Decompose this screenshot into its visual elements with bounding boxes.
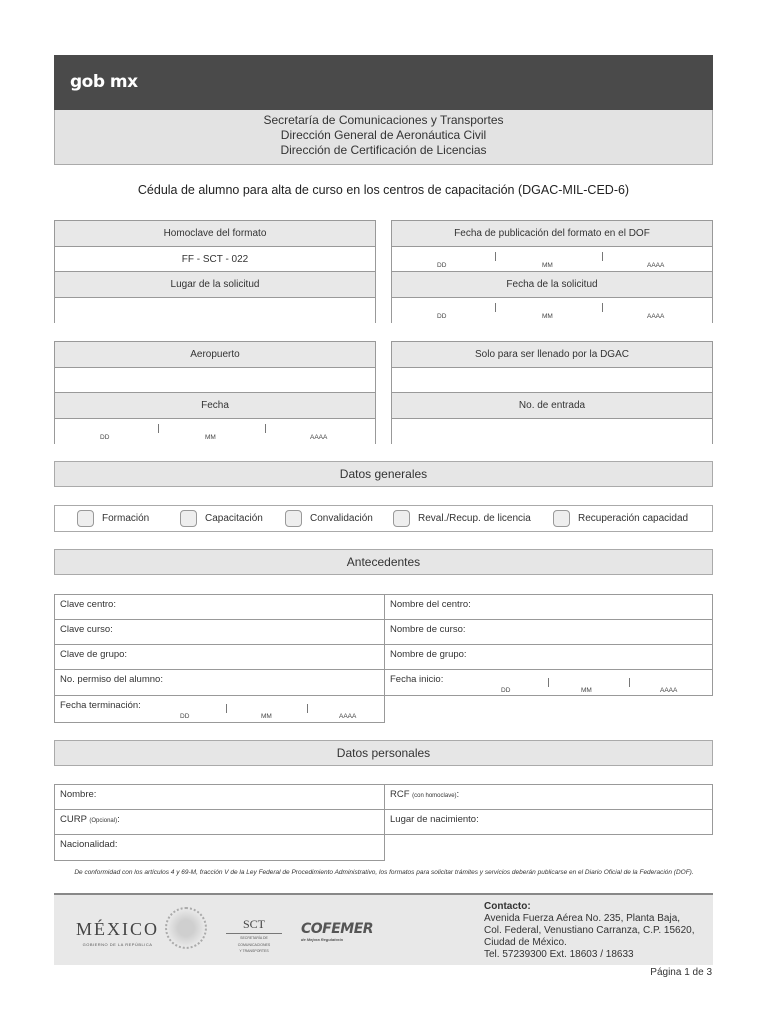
fecha-publicacion-field[interactable]: [392, 247, 712, 272]
curp-colon: :: [117, 814, 120, 825]
lugar-solicitud-label: Lugar de la solicitud: [55, 272, 375, 298]
rfc-field[interactable]: [384, 784, 713, 810]
national-seal-icon: [165, 907, 207, 949]
option-recuperacion[interactable]: [553, 510, 688, 527]
date-separator: [495, 303, 496, 312]
mexico-logo: [76, 919, 159, 947]
fecha-inicio-label: Fecha inicio:: [390, 674, 444, 685]
fecha-field[interactable]: [55, 419, 375, 444]
sct-logo-sub-3: Y TRANSPORTES: [239, 949, 269, 953]
fecha-publicacion-label: Fecha de publicación del formato en el DOF: [392, 221, 712, 247]
airport-table: [54, 341, 376, 444]
date-separator: [265, 424, 266, 433]
dd-label: DD: [437, 262, 447, 269]
lugar-nacimiento-field[interactable]: Lugar de nacimiento:: [384, 809, 713, 835]
sct-logo: [226, 917, 282, 954]
section-datos-generales: Datos generales: [54, 461, 713, 487]
lugar-solicitud-field[interactable]: [55, 298, 375, 323]
cofemer-logo-subtitle: de Mejora Regulatoria: [301, 937, 343, 942]
clave-curso-field[interactable]: Clave curso:: [54, 619, 385, 645]
curp-field[interactable]: [54, 809, 385, 835]
legal-notice: De conformidad con los artículos 4 y 69-M, fracción V de la Ley Federal de Procedimiento Administrativo, los formatos para solicitar trámites y servicios deberán publicarse en el Diario Oficial de la Federación (DOF).: [74, 869, 694, 876]
section-datos-personales: Datos personales: [54, 740, 713, 766]
aeropuerto-field[interactable]: [55, 368, 375, 393]
mm-label: MM: [205, 434, 216, 441]
curp-label: CURP: [60, 814, 87, 825]
dd-label: DD: [180, 713, 190, 720]
option-label: Formación: [102, 513, 150, 524]
cofemer-logo: [301, 921, 373, 942]
fecha-terminacion-field[interactable]: [54, 695, 385, 723]
mm-label: MM: [581, 687, 592, 694]
rfc-note: (con homoclave): [412, 793, 457, 799]
gobmx-header: [54, 55, 713, 110]
sct-logo-sub-2: COMUNICACIONES: [237, 942, 271, 947]
agency-line-2: Dirección General de Aeronáutica Civil: [280, 128, 487, 142]
mexico-logo-text: MÉXICO: [76, 919, 159, 939]
entrada-label: No. de entrada: [392, 393, 712, 419]
sct-logo-text: SCT: [226, 917, 282, 934]
footer: [54, 893, 713, 965]
date-separator: [629, 678, 630, 687]
format-info-table: [54, 220, 376, 323]
checkbox[interactable]: [553, 510, 570, 527]
date-separator: [307, 704, 308, 713]
option-label: Reval./Recup. de licencia: [418, 513, 531, 524]
agency-line-3: Dirección de Certificación de Licencias: [280, 143, 487, 157]
entrada-field[interactable]: [392, 419, 712, 444]
mm-label: MM: [542, 313, 553, 320]
dgac-label: Solo para ser llenado por la DGAC: [392, 342, 712, 368]
option-label: Capacitación: [205, 513, 263, 524]
gobmx-logo: gob mx: [70, 72, 138, 92]
cofemer-logo-text: COFEMER: [301, 921, 374, 937]
aaaa-label: AAAA: [339, 713, 357, 720]
mm-label: MM: [542, 262, 553, 269]
option-label: Recuperación capacidad: [578, 513, 689, 524]
mexico-logo-subtitle: GOBIERNO DE LA REPÚBLICA: [82, 942, 153, 947]
curp-note: (Opcional): [89, 818, 118, 824]
dd-label: DD: [100, 434, 110, 441]
homoclave-label: Homoclave del formato: [55, 221, 375, 247]
fecha-inicio-field[interactable]: [384, 669, 713, 696]
aaaa-label: AAAA: [647, 313, 665, 320]
nombre-centro-field[interactable]: Nombre del centro:: [384, 594, 713, 620]
homoclave-value: FF - SCT - 022: [55, 247, 375, 272]
checkbox[interactable]: [180, 510, 197, 527]
dates-table: [391, 220, 713, 323]
contact-line-4: Tel. 57239300 Ext. 18603 / 18633: [484, 949, 634, 960]
contact-line-1: Avenida Fuerza Aérea No. 235, Planta Baja,: [484, 913, 681, 924]
contact-line-3: Ciudad de México.: [484, 937, 567, 948]
checkbox[interactable]: [393, 510, 410, 527]
aaaa-label: AAAA: [310, 434, 328, 441]
agency-line-1: Secretaría de Comunicaciones y Transportes: [263, 113, 504, 127]
dgac-table: [391, 341, 713, 444]
nombre-grupo-field[interactable]: Nombre de grupo:: [384, 644, 713, 670]
option-revalidacion[interactable]: [393, 510, 531, 527]
section-antecedentes: Antecedentes: [54, 549, 713, 575]
rfc-label: RCF: [390, 789, 410, 800]
nacionalidad-field[interactable]: Nacionalidad:: [54, 834, 385, 861]
aeropuerto-label: Aeropuerto: [55, 342, 375, 368]
fecha-label: Fecha: [55, 393, 375, 419]
checkbox[interactable]: [285, 510, 302, 527]
option-convalidacion[interactable]: [285, 510, 373, 527]
agency-header: [54, 110, 713, 165]
fecha-solicitud-label: Fecha de la solicitud: [392, 272, 712, 298]
dd-label: DD: [501, 687, 511, 694]
clave-grupo-field[interactable]: Clave de grupo:: [54, 644, 385, 670]
clave-centro-field[interactable]: Clave centro:: [54, 594, 385, 620]
contact-title: Contacto:: [484, 901, 531, 912]
date-separator: [602, 303, 603, 312]
document-title: Cédula de alumno para alta de curso en los centros de capacitación (DGAC-MIL-CED-6): [137, 183, 630, 197]
course-type-options: [54, 505, 713, 532]
dd-label: DD: [437, 313, 447, 320]
date-separator: [495, 252, 496, 261]
nombre-curso-field[interactable]: Nombre de curso:: [384, 619, 713, 645]
fecha-solicitud-field[interactable]: [392, 298, 712, 323]
date-separator: [226, 704, 227, 713]
date-separator: [158, 424, 159, 433]
rfc-colon: :: [456, 789, 460, 800]
nombre-field[interactable]: Nombre:: [54, 784, 385, 810]
option-formacion[interactable]: [77, 510, 149, 527]
option-label: Convalidación: [310, 513, 373, 524]
mm-label: MM: [261, 713, 272, 720]
date-separator: [602, 252, 603, 261]
permiso-alumno-field[interactable]: No. permiso del alumno:: [54, 669, 385, 696]
dgac-field[interactable]: [392, 368, 712, 393]
fecha-terminacion-label: Fecha terminación:: [60, 700, 141, 711]
option-capacitacion[interactable]: [180, 510, 263, 527]
aaaa-label: AAAA: [647, 262, 665, 269]
contact-line-2: Col. Federal, Venustiano Carranza, C.P. 15620,: [484, 925, 695, 936]
page-number: Página 1 de 3: [650, 967, 712, 978]
aaaa-label: AAAA: [660, 687, 678, 694]
checkbox[interactable]: [77, 510, 94, 527]
contact-info: [484, 901, 695, 961]
date-separator: [548, 678, 549, 687]
sct-logo-sub-1: SECRETARÍA DE: [240, 936, 268, 940]
